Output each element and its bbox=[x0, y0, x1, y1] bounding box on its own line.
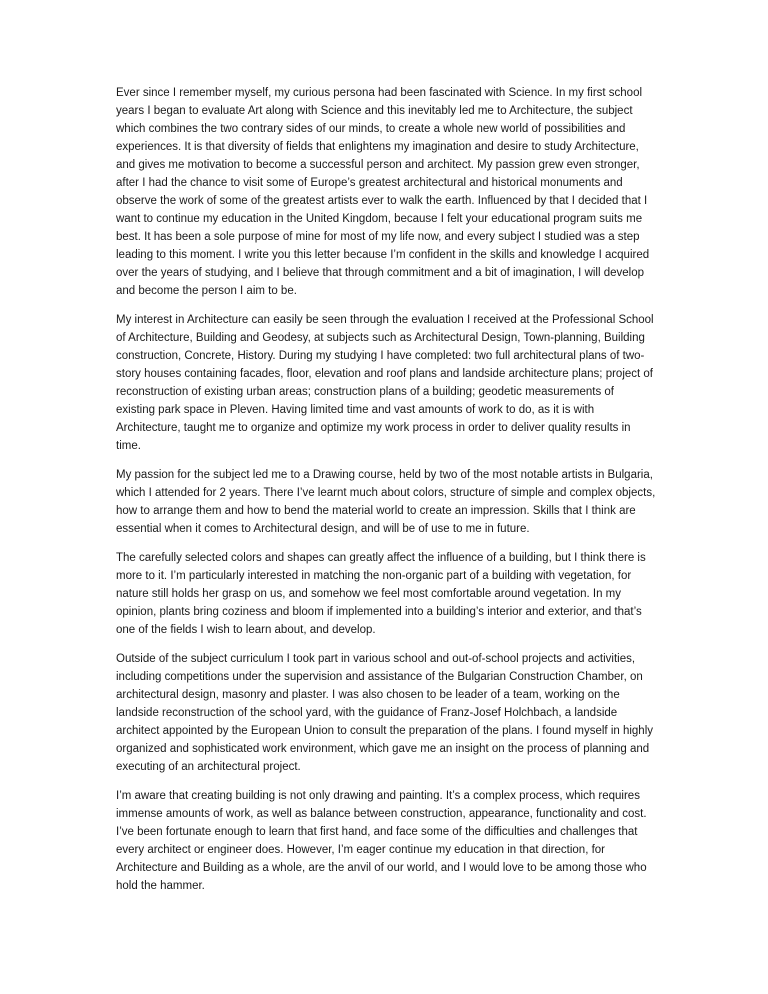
paragraph-3: My passion for the subject led me to a Drawing course, held by two of the most notable artists in Bulgaria, which I attended for 2 years. There I’ve learnt much about colors, structure of simple and complex objects, how to arrange them and how to bend the material world to create an impression. Skills that I think are essential when it comes to Architectural design, and will be of use to me in future. bbox=[116, 469, 656, 535]
paragraph-1: Ever since I remember myself, my curious persona had been fascinated with Science. In my first school years I began to evaluate Art along with Science and this inevitably led me to Architecture, the subject which combines the two contrary sides of our minds, to create a whole new world of possibilities and experiences. It is that diversity of fields that enlightens my imagination and desire to study Architecture, and gives me motivation to become a successful person and architect. My passion grew even stronger, after I had the chance to visit some of Europe’s greatest architectural and historical monuments and observe the work of some of the greatest artists ever to walk the earth. Influenced by that I decided that I want to continue my education in the United Kingdom, because I felt your educational program suits me best. It has been a sole purpose of mine for most of my life now, and every subject I studied was a step leading to this moment. I write you this letter because I’m confident in the skills and knowledge I acquired over the years of studying, and I believe that through commitment and a bit of imagination, I will develop and become the person I aim to be. bbox=[116, 87, 650, 297]
document-page bbox=[116, 84, 656, 906]
paragraph-2: My interest in Architecture can easily be seen through the evaluation I received at the Professional School of Architecture, Building and Geodesy, at subjects such as Architectural Design, Town-planning, Building construction, Concrete, History. During my studying I have completed: two full architectural plans of two-story houses containing facades, floor, elevation and roof plans and landside architecture plans; project of reconstruction of existing urban areas; construction plans of a building; geodetic measurements of existing park space in Pleven. Having limited time and vast amounts of work to do, as it is with Architecture, taught me to organize and optimize my work process in order to deliver quality results in time. bbox=[116, 314, 654, 452]
paragraph-5: Outside of the subject curriculum I took part in various school and out-of-school projects and activities, including competitions under the supervision and assistance of the Bulgarian Construction Chamber, on architectural design, masonry and plaster. I was also chosen to be leader of a team, working on the landside reconstruction of the school yard, with the guidance of Franz-Josef Holchbach, a landside architect appointed by the European Union to consult the preparation of the plans. I found myself in highly organized and sophisticated work environment, which gave me an insight on the process of planning and executing of an architectural project. bbox=[116, 653, 654, 773]
paragraph-4: The carefully selected colors and shapes can greatly affect the influence of a building, but I think there is more to it. I’m particularly interested in matching the non-organic part of a building with vegetation, for nature still holds her grasp on us, and somehow we feel most comfortable around vegetation. In my opinion, plants bring coziness and bloom if implemented into a building’s interior and exterior, and that’s one of the fields I wish to learn about, and develop. bbox=[116, 552, 646, 636]
paragraph-6: I’m aware that creating building is not only drawing and painting. It’s a complex process, which requires immense amounts of work, as well as balance between construction, appearance, functionality and cost. I’ve been fortunate enough to learn that first hand, and face some of the difficulties and challenges that every architect or engineer does. However, I’m eager continue my education in that direction, for Architecture and Building as a whole, are the anvil of our world, and I would love to be among those who hold the hammer. bbox=[116, 790, 647, 892]
